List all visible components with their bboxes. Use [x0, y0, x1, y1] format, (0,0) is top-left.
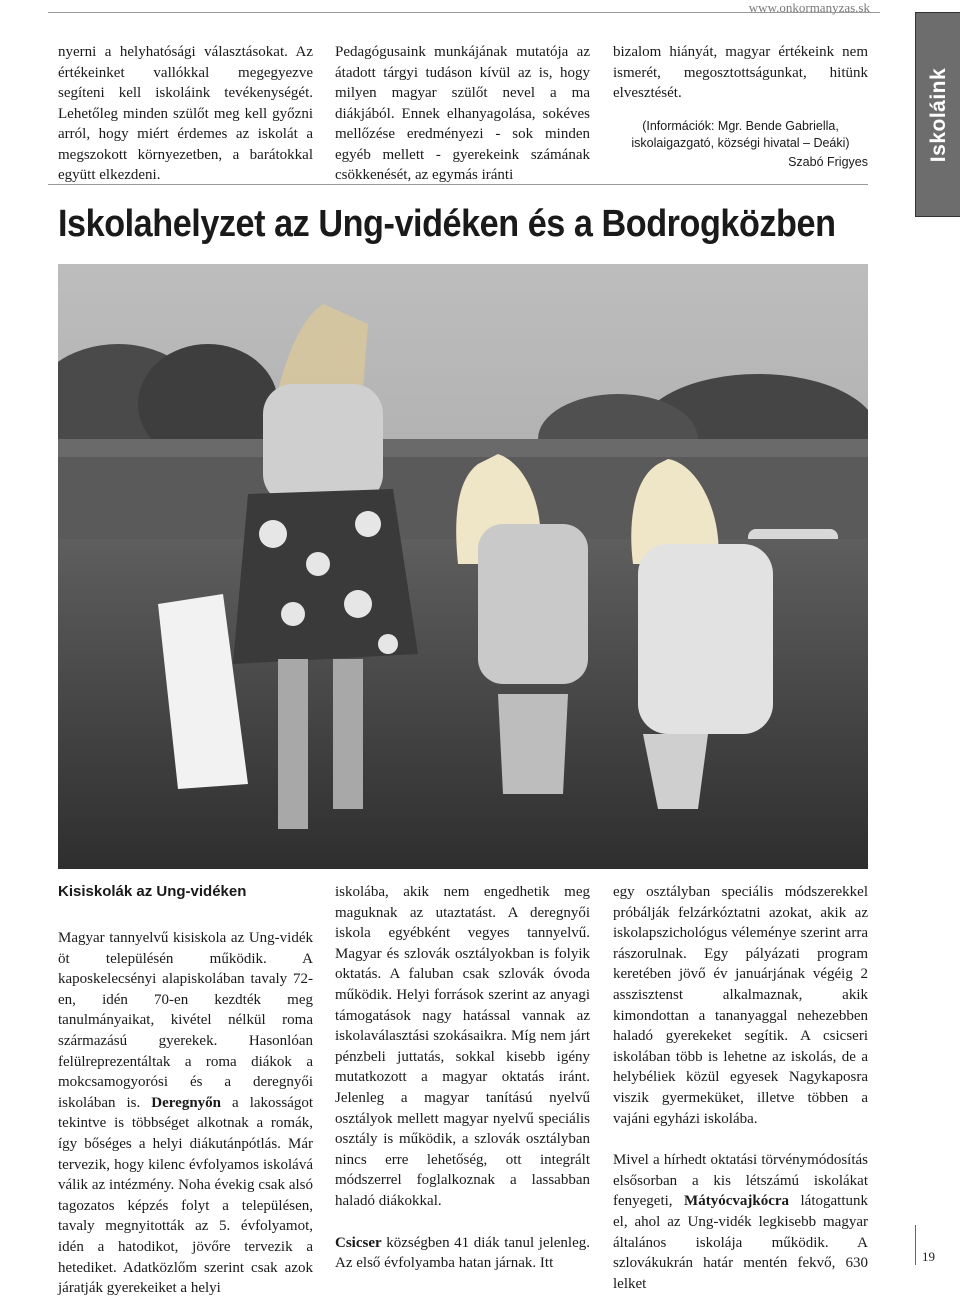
place-name-matyocvajkoc: Mátyócvajkócra	[684, 1193, 790, 1210]
section-tab	[915, 12, 960, 217]
section-divider	[48, 184, 868, 185]
site-url[interactable]: www.onkormanyzas.sk	[748, 0, 870, 15]
body-column-2	[335, 882, 590, 1274]
body-paragraph: iskolába, akik nem engedhetik meg maguknak az utaztatást. A deregnyői iskola egyébként vegyes tannyelvű. Magyar és szlovák osztályokban is folyik oktatás. A faluban csak szlovák óvoda működik. Helyi források szerint az anyagi támogatások nagy hatással vannak az iskolaválasztási szokásaikra. Míg nem járt pénzbeli juttatás, sokkal kisebb igény mutatkozott a magyar oktatás iránt. Jelenleg a magyar tanítású nyelvű osztályok mellett magyar nyelvű speciális osztály is működik, a szlovák osztályban nincs erre lehetőség, ott integrált módszerrel foglalkoznak a lassabban haladó diákokkal.	[335, 884, 590, 1209]
article-photo	[58, 264, 868, 869]
intro-text-1: nyerni a helyhatósági választásokat. Az értékeinket vallókkal megegyezve segíteni kell iskoláink tevékenységét. Lehetőleg minden szülőt meg kell győzni arról, hogy miért érdemes az iskolát a megszokott környezetben, a barátokkal együtt elkezdeni.	[58, 44, 313, 183]
body-column-1	[58, 882, 313, 1299]
body-column-3	[613, 882, 868, 1294]
intro-text-3: bizalom hiányát, magyar értékeink nem ismerét, megosztottságunkat, hitünk elvesztését.	[613, 44, 868, 101]
body-text: Mivel a hírhedt oktatási törvénymódosítás elsősorban a kis létszámú iskolákat fenyegeti,	[613, 1152, 868, 1210]
intro-text-2: Pedagógusaink munkájának mutatója az átadott tárgyi tudáson kívül az is, hogy milyen magyar szülőt nevel a ma diákjából. Ennek elhanyagolása, sokéves mellőzése eredményezi - sok minden egyéb mellett - gyerekeink számának csökkenését, az egymás iránti	[335, 44, 590, 183]
section-tab-label: Iskoláink	[926, 67, 950, 162]
credit-info: (Információk: Mgr. Bende Gabriella, iskolaigazgató, községi hivatal – Deáki)	[631, 119, 850, 150]
photo-illustration	[58, 264, 868, 869]
intro-column-2	[335, 42, 590, 186]
page-number-rule	[915, 1225, 916, 1265]
intro-column-3	[613, 42, 868, 104]
body-text: látogattunk el, ahol az Ung-vidék legkisebb magyar általános iskolája működik. A szlovákukrán határ mentén fekvő, 630 lelket	[613, 1193, 868, 1292]
body-text: Magyar tannyelvű kisiskola az Ung-vidék öt településén működik. A kaposkelecsényi alapiskolában tavaly 72-en, idén 70-en kezdték meg tanulmányaikat, kivétel nélkül roma származású gyerekek. Hasonlóan felülreprezentáltak a roma diákok a mokcsamogyorósi és a deregnyői iskolában is.	[58, 930, 313, 1111]
intro-column-1	[58, 42, 313, 186]
credit-author: Szabó Frigyes	[788, 155, 868, 169]
place-name-csicser: Csicser	[335, 1234, 382, 1251]
body-paragraph	[58, 928, 313, 1299]
top-divider	[48, 12, 880, 13]
section-subhead: Kisiskolák az Ung-vidéken	[58, 883, 247, 900]
body-text: a lakosságot tekintve is többséget alkotnak a romák, így bőséges a helyi diákutánpótlás. Már tervezik, hogy kilenc évfolyamos iskolává válik az intézmény. Noha évekig csak alsó tagozatos képzés folyt a településen, tavaly megnyitották az 5. évfolyamot, idén a hatodikot, jövőre tervezik a hetediket. Adatközlőm szerint csak azok járatják gyerekeiket a helyi	[58, 1094, 314, 1297]
body-paragraph	[613, 1150, 868, 1294]
article-credit	[613, 118, 868, 171]
body-paragraph: egy osztályban speciális módszerekkel próbálják felzárkóztatni azokat, akik az iskolapszichológus véleménye szerint arra rászorulnak. Egy pályázati program keretében jövő év januárjának végéig 2 asszisztenst alkalmaznak, akik kimondottan a tananyaggal nehezebben haladó gyerekeket segítik. A csicseri iskolában több is lehetne az iskolás, de a helybéliek közül egyesek Nagykaposra viszik gyermeküket, illetve többen a vajáni egyházi iskolába.	[613, 884, 868, 1127]
place-name-deregnyo: Deregnyőn	[151, 1094, 222, 1111]
body-text: községben 41 diák tanul jelenleg. Az első évfolyamba hatan járnak. Itt	[335, 1234, 591, 1272]
page-number: 19	[922, 1249, 935, 1264]
article-headline: Iskolahelyzet az Ung-vidéken és a Bodrogközben	[58, 203, 836, 245]
body-paragraph	[335, 1233, 590, 1274]
